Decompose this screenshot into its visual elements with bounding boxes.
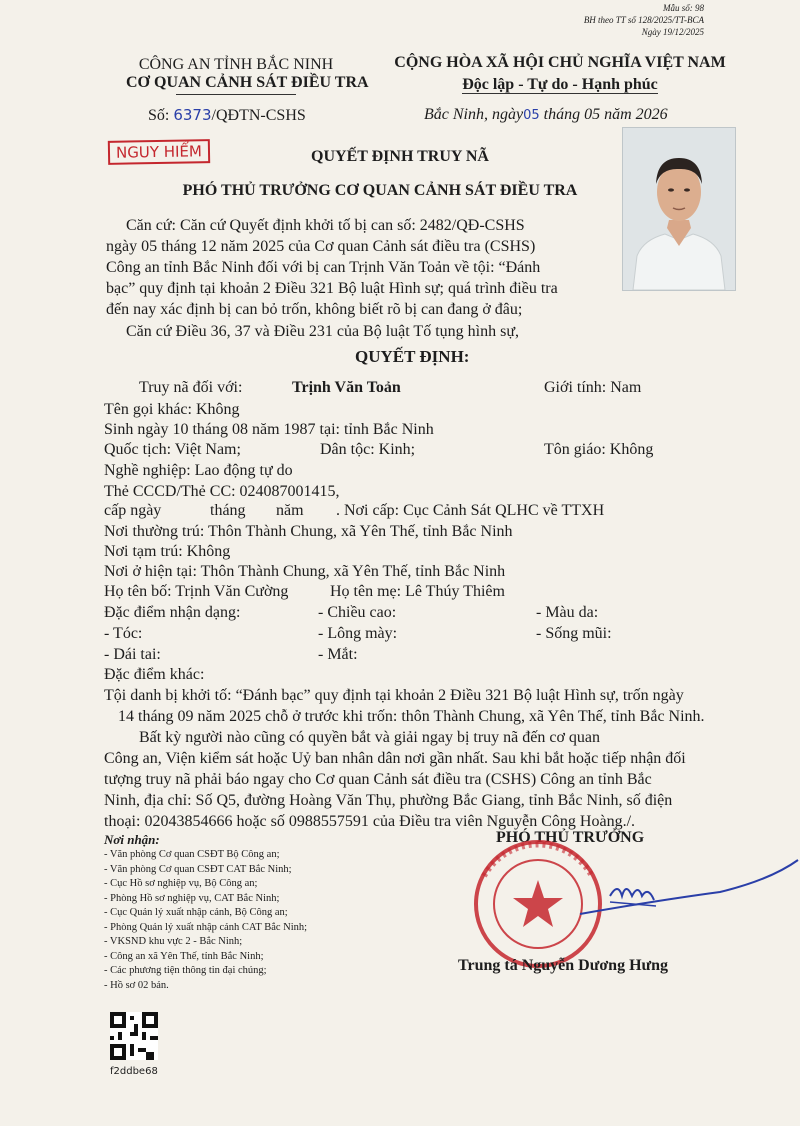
form-date: Ngày 19/12/2025: [641, 27, 704, 37]
recipient-item: - Các phương tiện thông tin đại chúng;: [104, 965, 267, 976]
dangerous-stamp: NGUY HIỂM: [108, 139, 210, 165]
recipient-item: - VKSND khu vực 2 - Bắc Ninh;: [104, 936, 243, 947]
recipient-item: - Hồ sơ 02 bản.: [104, 979, 169, 991]
current-address: Nơi ở hiện tại: Thôn Thành Chung, xã Yên Thế, tỉnh Bắc Ninh: [104, 563, 506, 580]
recipient-item: - Phòng Quản lý xuất nhập cảnh CAT Bắc Ninh;: [104, 921, 308, 933]
recipients-label: Nơi nhận:: [104, 832, 160, 847]
mother-name: Họ tên mẹ: Lê Thúy Thiêm: [330, 583, 505, 600]
suspect-id-card: Thẻ CCCD/Thẻ CC: 024087001415,: [104, 483, 340, 500]
id-issue-month: tháng: [210, 502, 246, 519]
official-seal-icon: [460, 836, 800, 976]
recipient-item: - Cục Hồ sơ nghiệp vụ, Bộ Công an;: [104, 878, 258, 889]
basis-line-3: Công an tỉnh Bắc Ninh đối với bị can Trịnh Văn Toản về tội: “Đánh: [106, 259, 541, 276]
suspect-birth: Sinh ngày 10 tháng 08 năm 1987 tại: tỉnh Bắc Ninh: [104, 421, 434, 438]
call-line-5: thoại: 02043854666 hoặc số 0988557591 của Điều tra viên Nguyễn Công Hoàng./.: [104, 813, 636, 830]
feature-ears: - Dái tai:: [104, 646, 161, 663]
call-line-3: tượng truy nã phải báo ngay cho Cơ quan Cảnh sát điều tra (CSHS) Công an tỉnh Bắc: [104, 771, 652, 788]
form-number: Mẫu số: 98: [663, 3, 704, 13]
agency-line2: CƠ QUAN CẢNH SÁT ĐIỀU TRA: [126, 74, 369, 91]
motto-text: Độc lập - Tự do - Hạnh phúc: [462, 76, 658, 93]
feature-hair: - Tóc:: [104, 625, 143, 642]
call-line-2: Công an, Viện kiểm sát hoặc Uỷ ban nhân dân nơi gần nhất. Sau khi bắt hoặc tiếp nhận đối: [104, 750, 686, 767]
basis-line-6: Căn cứ Điều 36, 37 và Điều 231 của Bộ luật Tố tụng hình sự,: [126, 323, 519, 340]
date-suffix: tháng 05 năm 2026: [543, 106, 668, 123]
crime-line-2: 14 tháng 09 năm 2025 chỗ ở trước khi trốn: thôn Thành Chung, xã Yên Thế, tỉnh Bắc Ninh.: [118, 708, 705, 725]
country-name: CỘNG HÒA XÃ HỘI CHỦ NGHĨA VIỆT NAM: [394, 54, 726, 71]
temporary-address: Nơi tạm trú: Không: [104, 543, 231, 560]
recipients-list: [104, 848, 307, 993]
document-number: [148, 106, 306, 125]
date-day-handwritten: 05: [523, 108, 540, 123]
crime-line-1: Tội danh bị khởi tố: “Đánh bạc” quy định tại khoản 2 Điều 321 Bộ luật Hình sự, trốn ngày: [104, 687, 684, 704]
basis-line-5: đến nay xác định bị can bỏ trốn, không biết rõ bị can đang ở đâu;: [106, 301, 523, 318]
person-silhouette-icon: [623, 128, 735, 290]
suspect-nationality: Quốc tịch: Việt Nam;: [104, 441, 241, 458]
signer-title: PHÓ THỦ TRƯỞNG: [496, 829, 645, 846]
document-title: QUYẾT ĐỊNH TRUY NÃ: [311, 148, 489, 165]
recipient-item: - Cục Quản lý xuất nhập cảnh, Bộ Công an;: [104, 907, 288, 918]
document-subtitle: PHÓ THỦ TRƯỞNG CƠ QUAN CẢNH SÁT ĐIỀU TRA: [182, 182, 578, 199]
call-line-4: Ninh, địa chỉ: Số Q5, đường Hoàng Văn Thụ, phường Bắc Giang, tỉnh Bắc Ninh, số điện: [104, 792, 673, 809]
id-issue-day: cấp ngày: [104, 502, 162, 519]
suspect-ethnicity: Dân tộc: Kinh;: [320, 441, 416, 458]
basis-line-2: ngày 05 tháng 12 năm 2025 của Cơ quan Cảnh sát điều tra (CSHS): [106, 238, 536, 255]
father-name: Họ tên bố: Trịnh Văn Cường: [104, 583, 289, 600]
issue-date: [424, 106, 668, 124]
decision-heading: QUYẾT ĐỊNH:: [355, 347, 470, 366]
number-handwritten: 6373: [173, 106, 212, 124]
form-number-note: [584, 2, 704, 38]
form-basis: BH theo TT số 128/2025/TT-BCA: [583, 15, 704, 25]
feature-eyebrows: - Lông mày:: [318, 625, 398, 642]
feature-nose: - Sống mũi:: [536, 625, 612, 642]
feature-other: Đặc điểm khác:: [104, 666, 205, 683]
basis-line-4: bạc” quy định tại khoản 2 Điều 321 Bộ luật Hình sự; quá trình điều tra: [106, 280, 558, 297]
signer-name: Trung tá Nguyễn Dương Hưng: [458, 957, 669, 974]
number-suffix: /QĐTN-CSHS: [211, 107, 306, 124]
qr-code-icon: [110, 1012, 158, 1060]
number-prefix: Số:: [148, 107, 170, 124]
suspect-alias: Tên gọi khác: Không: [104, 401, 240, 418]
suspect-photo: [622, 127, 736, 291]
recipient-item: - Công an xã Yên Thế, tỉnh Bắc Ninh;: [104, 950, 264, 962]
suspect-religion: Tôn giáo: Không: [544, 441, 654, 458]
country-motto: [385, 76, 735, 94]
recipient-item: - Văn phòng Cơ quan CSĐT Bộ Công an;: [104, 849, 280, 860]
recipient-item: - Văn phòng Cơ quan CSĐT CAT Bắc Ninh;: [104, 863, 292, 875]
agency-line1: CÔNG AN TỈNH BẮC NINH: [138, 56, 334, 73]
agency-underline: [176, 94, 296, 95]
call-line-1: Bất kỳ người nào cũng có quyền bắt và giải ngay bị truy nã đến cơ quan: [139, 729, 601, 746]
suspect-gender: Giới tính: Nam: [544, 379, 642, 396]
agency-name: [126, 56, 369, 95]
id-issue-year: năm: [276, 502, 304, 519]
qr-code-text: f2ddbe68: [110, 1066, 158, 1077]
suspect-occupation: Nghề nghiệp: Lao động tự do: [104, 462, 293, 479]
wanted-label: Truy nã đối với:: [139, 379, 243, 396]
id-issue-place: . Nơi cấp: Cục Cảnh Sát QLHC về TTXH: [336, 502, 605, 519]
date-prefix: Bắc Ninh, ngày: [424, 106, 524, 123]
suspect-name: Trịnh Văn Toản: [292, 379, 401, 396]
feature-height: - Chiều cao:: [318, 604, 397, 621]
feature-eyes: - Mắt:: [318, 646, 358, 663]
features-label: Đặc điểm nhận dạng:: [104, 604, 241, 621]
basis-line-1: Căn cứ: Căn cứ Quyết định khởi tố bị can số: 2482/QĐ-CSHS: [126, 217, 525, 234]
recipient-item: - Phòng Hồ sơ nghiệp vụ, CAT Bắc Ninh;: [104, 892, 280, 904]
permanent-address: Nơi thường trú: Thôn Thành Chung, xã Yên Thế, tỉnh Bắc Ninh: [104, 523, 513, 540]
feature-skin: - Màu da:: [536, 604, 599, 621]
